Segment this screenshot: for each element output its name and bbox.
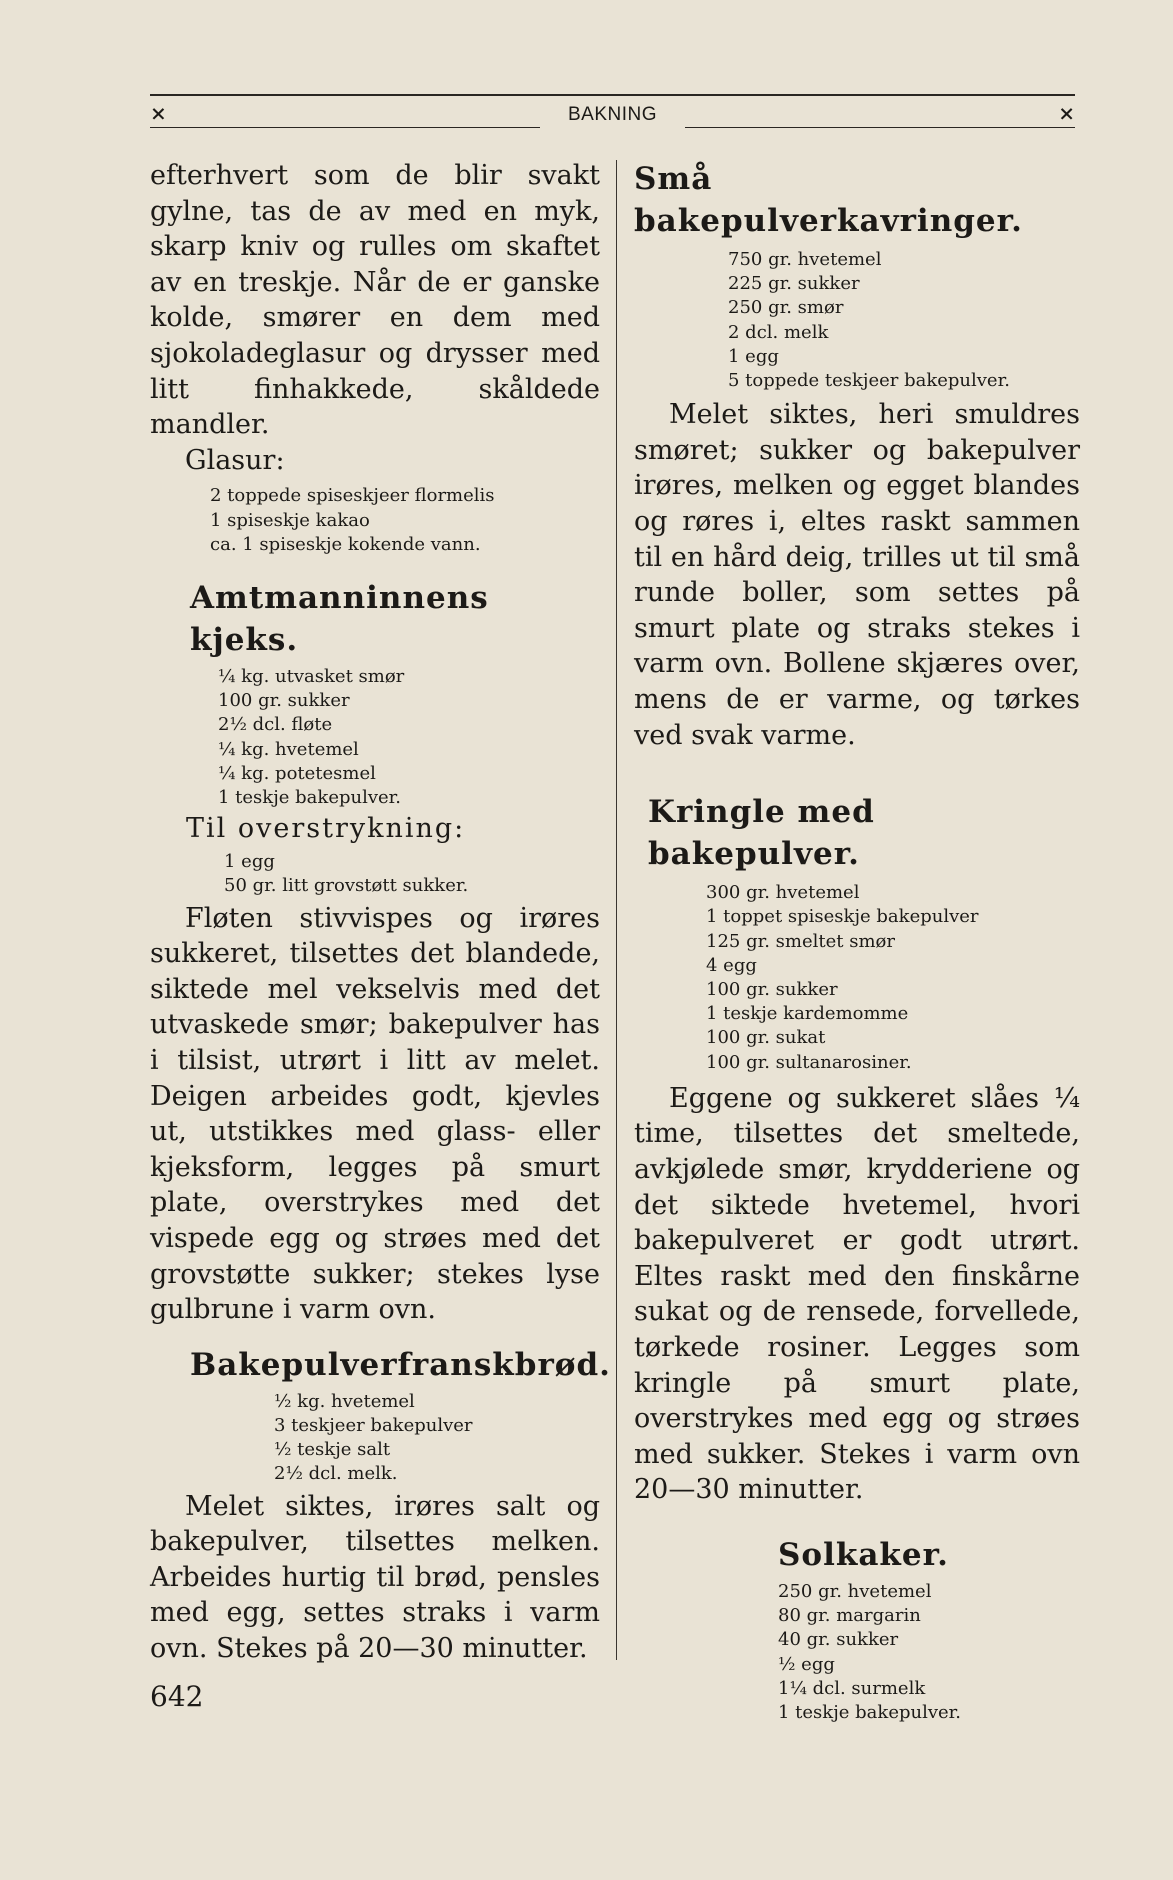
- recipe-method-franskbrod: Melet siktes, irøres salt og bakepulver, tilsettes melken. Arbeides hurtig til brød, pensles med egg, settes straks i varm ovn. Stekes på 20—30 minutter.: [150, 1490, 600, 1664]
- left-column: [150, 158, 611, 1666]
- ingredient-item: 1¼ dcl. surmelk: [778, 1677, 926, 1699]
- glasur-ingredients: [210, 484, 600, 557]
- ingredient-item: 100 gr. sukker: [218, 690, 350, 712]
- column-divider: [616, 160, 617, 1660]
- running-header: [150, 92, 1075, 132]
- ingredient-item: ½ egg: [778, 1653, 835, 1675]
- ingredient-item: 50 gr. litt grovstøtt sukker.: [224, 875, 469, 897]
- ingredient-item: 1 teskje bakepulver.: [218, 786, 402, 808]
- ingredient-item: ¼ kg. utvasket smør: [218, 665, 405, 687]
- header-bottom-rule-left: [150, 127, 540, 128]
- ingredient-item: 1 teskje bakepulver.: [778, 1701, 962, 1723]
- page-number: 642: [150, 1680, 204, 1713]
- recipe-ingredients-franskbrod: [274, 1390, 600, 1487]
- recipe-title-franskbrod: Bakepulverfranskbrød.: [190, 1346, 611, 1383]
- ingredient-item: 100 gr. sukker: [706, 978, 838, 1000]
- ingredient-item: 2 dcl. melk: [728, 321, 829, 343]
- header-title: BAKNING: [567, 104, 658, 125]
- recipe-title-kavringer: Små bakepulverkavringer.: [634, 161, 1023, 239]
- ingredient-item: 1 egg: [224, 851, 275, 873]
- continued-paragraph: efterhvert som de blir svakt gylne, tas de av med en myk, skarp kniv og rulles om skaftet av en treskje. Når de er ganske kolde, smører en dem med sjokoladeglasur og drysser med litt finhakkede, skåldede mandler.: [150, 160, 600, 441]
- ingredient-item: 250 gr. smør: [728, 297, 844, 319]
- ingredient-item: 125 gr. smeltet smør: [706, 930, 895, 952]
- header-right-ornament: ×: [1058, 101, 1075, 125]
- ingredient-item: ½ kg. hvetemel: [274, 1390, 415, 1412]
- overstrykning-label: Til overstrykning:: [186, 813, 466, 845]
- recipe-title-solkaker: Solkaker.: [778, 1536, 949, 1573]
- ingredient-item: 40 gr. sukker: [778, 1629, 899, 1651]
- ingredient-item: 2 toppede spiseskjeer flormelis: [210, 485, 495, 507]
- ingredient-item: ¼ kg. hvetemel: [218, 738, 359, 760]
- ingredient-item: 750 gr. hvetemel: [728, 249, 882, 270]
- header-bottom-rule-right: [685, 127, 1075, 128]
- header-top-rule: [150, 94, 1075, 96]
- recipe-method-amtmanninnens: Fløten stivvispes og irøres sukkeret, tilsettes det blandede, siktede mel vekselvis med det utvaskede smør; bakepulver has i tilsist, utrørt i litt av melet. Deigen arbeides godt, kjevles ut, utstikkes med glass- eller kjeksform, legges på smurt plate, overstrykes med det vispede egg og strøes med det grovstøtte sukker; stekes lyse gulbrune i varm ovn.: [150, 902, 600, 1326]
- ingredient-item: ½ teskje salt: [274, 1439, 391, 1461]
- overstrykning-ingredients: [224, 850, 600, 898]
- ingredient-item: 5 toppede teskjeer bakepulver.: [728, 370, 1010, 392]
- recipe-method-kavringer: Melet siktes, heri smuldres smøret; sukker og bakepulver irøres, melken og egget blandes og røres i, eltes raskt sammen til en hård deig, trilles ut til små runde boller, som settes på smurt plate og straks stekes i varm ovn. Bollene skjæres over, mens de er varme, og tørkes ved svak varme.: [634, 399, 1080, 751]
- ingredient-item: 300 gr. hvetemel: [706, 882, 860, 904]
- recipe-ingredients-kringle: [706, 881, 1080, 1075]
- ingredient-item: 1 spiseskje kakao: [210, 509, 370, 531]
- ingredient-item: 1 egg: [728, 345, 779, 367]
- ingredient-item: 4 egg: [706, 954, 757, 976]
- glasur-label: Glasur:: [185, 444, 285, 476]
- ingredient-item: 80 gr. margarin: [778, 1605, 921, 1627]
- recipe-ingredients-kavringer: [728, 248, 1080, 393]
- ingredient-item: 100 gr. sultanarosiner.: [706, 1051, 912, 1073]
- ingredient-item: 2½ dcl. melk.: [274, 1463, 398, 1485]
- ingredient-item: 100 gr. sukat: [706, 1027, 826, 1049]
- recipe-title-amtmanninnens: Amtmanninnens kjeks.: [190, 579, 489, 658]
- ingredient-item: 1 toppet spiseskje bakepulver: [706, 906, 979, 928]
- right-column: [634, 158, 1080, 1725]
- ingredient-item: ca. 1 spiseskje kokende vann.: [210, 533, 481, 555]
- ingredient-item: 250 gr. hvetemel: [778, 1580, 932, 1602]
- ingredient-item: 3 teskjeer bakepulver: [274, 1414, 473, 1436]
- ingredient-item: ¼ kg. potetesmel: [218, 762, 376, 784]
- header-left-ornament: ×: [150, 101, 167, 125]
- ingredient-item: 1 teskje kardemomme: [706, 1003, 909, 1025]
- ingredient-item: 225 gr. sukker: [728, 273, 860, 295]
- recipe-method-kringle: Eggene og sukkeret slåes ¼ time, tilsettes det smeltede, avkjølede smør, krydderiene og det siktede hvetemel, hvori bakepulveret er godt utrørt. Eltes raskt med den finskårne sukat og de rensede, forvellede, tørkede rosiner. Legges som kringle på smurt plate, overstrykes med egg og strøes med sukker. Stekes i varm ovn 20—30 minutter.: [634, 1082, 1080, 1506]
- recipe-ingredients-amtmanninnens: [218, 665, 600, 810]
- recipe-ingredients-solkaker: [778, 1580, 1080, 1725]
- recipe-title-kringle: Kringle med bakepulver.: [648, 794, 875, 873]
- ingredient-item: 2½ dcl. fløte: [218, 714, 333, 736]
